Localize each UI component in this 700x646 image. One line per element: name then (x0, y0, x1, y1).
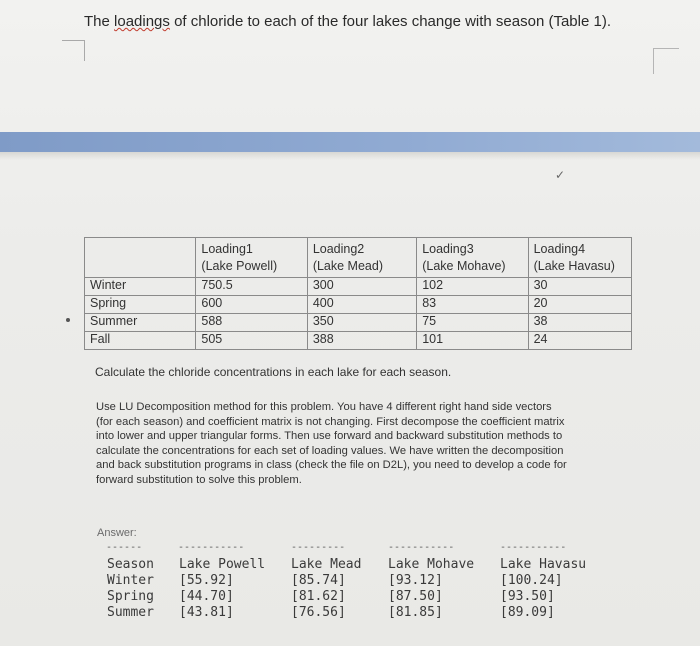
page-break-shadow (0, 152, 700, 160)
value-cell: 600 (196, 296, 307, 314)
value-cell: 75 (417, 314, 528, 332)
value-cell: 388 (307, 332, 416, 350)
value-cell: 83 (417, 296, 528, 314)
season-cell: Spring (85, 296, 196, 314)
header-cell (85, 238, 196, 278)
separator-dashes: ----------- (388, 542, 455, 553)
page-break-bar (0, 132, 700, 152)
table-row (85, 332, 632, 350)
season-cell: Summer (85, 314, 196, 332)
value-cell: 24 (528, 332, 631, 350)
value-cell: 102 (417, 278, 528, 296)
table-row (85, 296, 632, 314)
season-cell: Fall (85, 332, 196, 350)
column-header: Lake Mead (291, 557, 362, 572)
spellcheck-word: loadings (114, 13, 170, 30)
separator-dashes: ----------- (178, 542, 245, 553)
page-corner-mark-right (653, 48, 679, 74)
value-cell: 400 (307, 296, 416, 314)
instructions-paragraph: Use LU Decomposition method for this problem. You have 4 different right hand side vectors (for each season) and coefficient matrix is not changing. First decompose the coefficient matrix into lower and upper triangular forms. Then use forward and backward substitution methods to calculate the concentrations for each set of loading values. We have written the decomposition and back substitution programs in class (check the file on D2L), you need to develop a code for forward substitution to solve this problem. (96, 401, 567, 486)
header-cell: Loading3 (Lake Mohave) (417, 238, 528, 278)
separator-dashes: ------ (106, 542, 143, 553)
value-cell: 101 (417, 332, 528, 350)
column-header: Lake Havasu (500, 557, 587, 572)
value-cell: 38 (528, 314, 631, 332)
season-cell: Winter (85, 278, 196, 296)
page-corner-mark-left (62, 40, 85, 61)
table-row (85, 314, 632, 332)
header-cell: Loading1 (Lake Powell) (196, 238, 307, 278)
answer-column-lake-havasu: Lake Havasu [100.24] [93.50] [89.09] (500, 557, 587, 620)
separator-dashes: --------- (291, 542, 346, 553)
column-header: Season (107, 557, 154, 572)
column-header: Lake Mohave (388, 557, 475, 572)
separator-dashes: ----------- (500, 542, 567, 553)
bullet-dot (66, 318, 70, 322)
loading-table (84, 237, 632, 350)
value-cell: 30 (528, 278, 631, 296)
answer-column-lake-mead: Lake Mead [85.74] [81.62] [76.56] (291, 557, 362, 620)
answer-column-lake-mohave: Lake Mohave [93.12] [87.50] [81.85] (388, 557, 475, 620)
checkmark-icon: ✓ (555, 168, 566, 182)
answer-column-season: Season Winter Spring Summer (107, 557, 154, 620)
table-header-row (85, 238, 632, 278)
value-cell: 20 (528, 296, 631, 314)
value-cell: 588 (196, 314, 307, 332)
heading: The loadings of chloride to each of the four lakes change with season (Table 1). (84, 13, 611, 30)
table-row (85, 278, 632, 296)
value-cell: 505 (196, 332, 307, 350)
answer-label: Answer: (97, 527, 137, 539)
value-cell: 350 (307, 314, 416, 332)
value-cell: 300 (307, 278, 416, 296)
answer-column-lake-powell: Lake Powell [55.92] [44.70] [43.81] (179, 557, 266, 620)
header-cell: Loading4 (Lake Havasu) (528, 238, 631, 278)
header-cell: Loading2 (Lake Mead) (307, 238, 416, 278)
calculate-instruction: Calculate the chloride concentrations in each lake for each season. (95, 365, 452, 379)
value-cell: 750.5 (196, 278, 307, 296)
column-header: Lake Powell (179, 557, 266, 572)
